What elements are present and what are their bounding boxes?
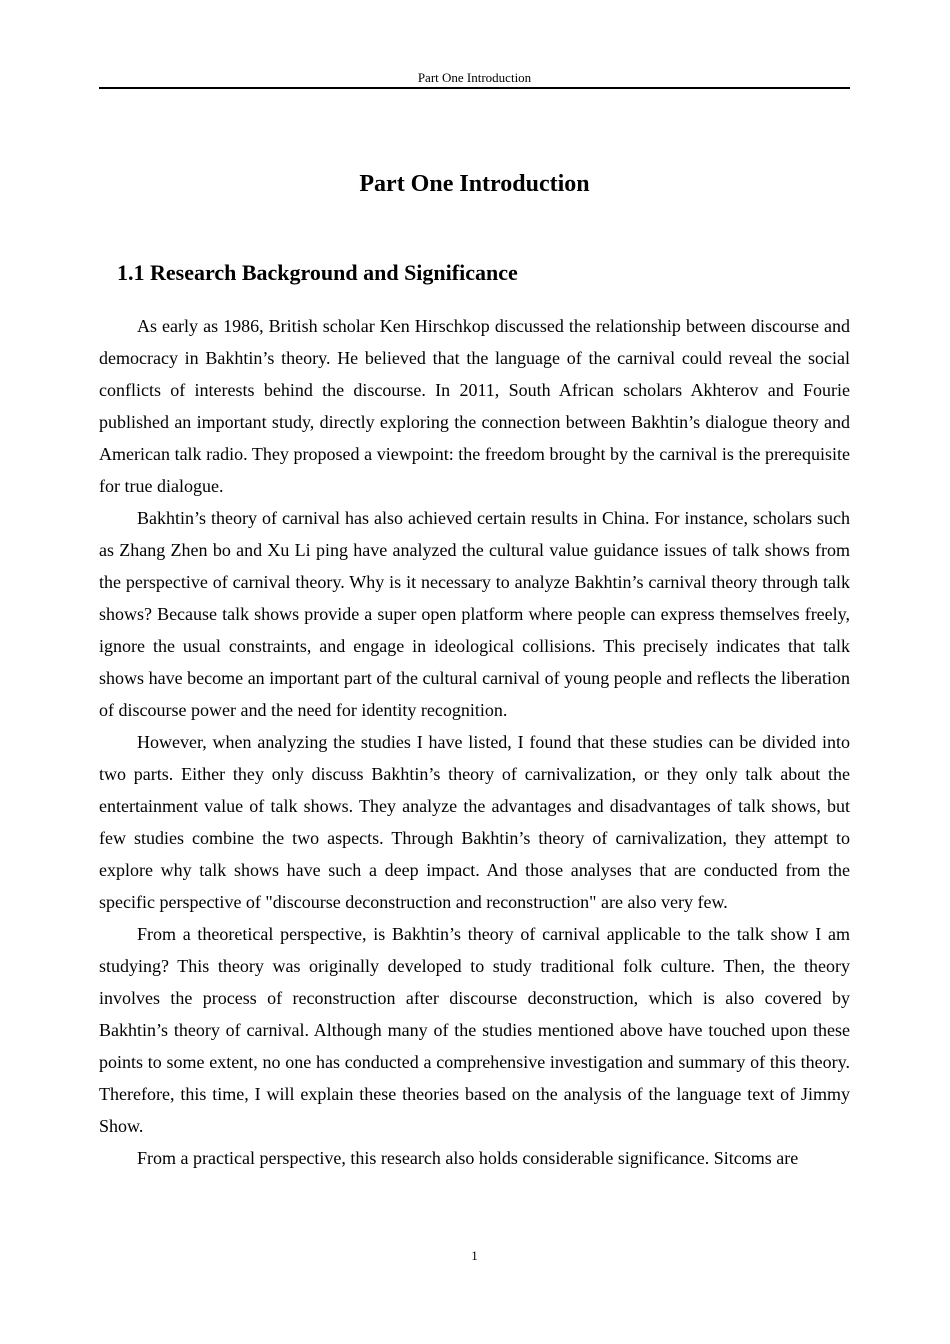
header-divider [99,87,850,89]
paragraph: However, when analyzing the studies I have listed, I found that these studies can be divided into two parts. Either they only discuss Bakhtin’s theory of carnivalization, or they only talk about the entertainment value of talk shows. They analyze the advantages and disadvantages of talk shows, but few studies combine the two aspects. Through Bakhtin’s theory of carnivalization, they attempt to explore why talk shows have such a deep impact. And those analyses that are conducted from the specific perspective of "discourse deconstruction and reconstruction" are also very few. [99,732,850,912]
paragraph: From a practical perspective, this research also holds considerable significance. Sitcoms are [137,1148,799,1168]
paragraph: As early as 1986, British scholar Ken Hirschkop discussed the relationship between discourse and democracy in Bakhtin’s theory. He believed that the language of the carnival could reveal the social conflicts of interests behind the discourse. In 2011, South African scholars Akhterov and Fourie published an important study, directly exploring the connection between Bakhtin’s dialogue theory and American talk radio. They proposed a viewpoint: the freedom brought by the carnival is the prerequisite for true dialogue. [99,316,850,496]
paragraph: From a theoretical perspective, is Bakhtin’s theory of carnival applicable to the talk show I am studying? This theory was originally developed to study traditional folk culture. Then, the theory involves the process of reconstruction after discourse deconstruction, which is also covered by Bakhtin’s theory of carnival. Although many of the studies mentioned above have touched upon these points to some extent, no one has conducted a comprehensive investigation and summary of this theory. Therefore, this time, I will explain these theories based on the analysis of the language text of Jimmy Show. [99,924,850,1136]
page-number: 1 [471,1248,478,1263]
chapter-title: Part One Introduction [359,171,590,197]
body-text [99,310,850,1174]
paragraph: Bakhtin’s theory of carnival has also achieved certain results in China. For instance, scholars such as Zhang Zhen bo and Xu Li ping have analyzed the cultural value guidance issues of talk shows from the perspective of carnival theory. Why is it necessary to analyze Bakhtin’s carnival theory through talk shows? Because talk shows provide a super open platform where people can express themselves freely, ignore the usual constraints, and engage in ideological collisions. This precisely indicates that talk shows have become an important part of the cultural carnival of young people and reflects the liberation of discourse power and the need for identity recognition. [99,508,850,720]
section-heading: 1.1 Research Background and Significance [117,260,518,285]
running-header: Part One Introduction [417,70,532,85]
